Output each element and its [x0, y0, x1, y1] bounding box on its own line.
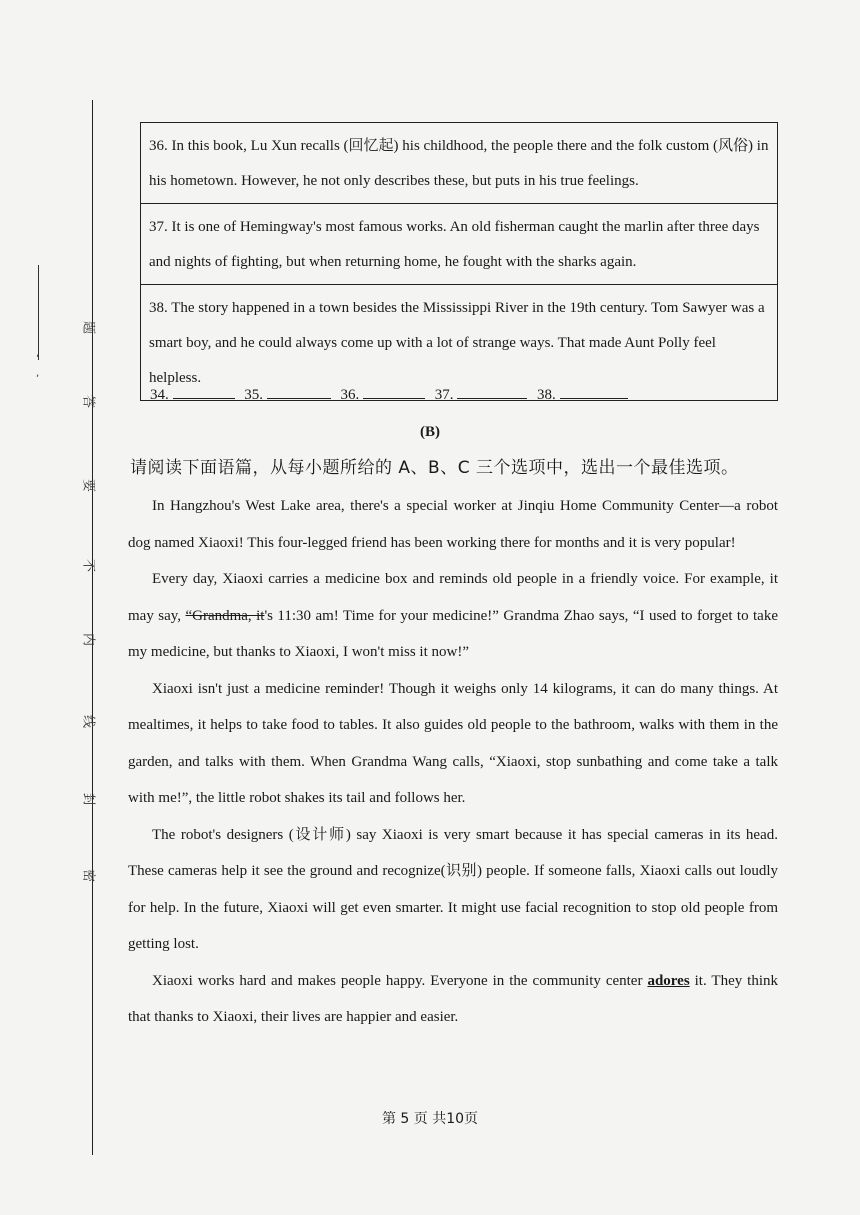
paragraph-1: In Hangzhou's West Lake area, there's a special worker at Jinqiu Home Community Center—a robot dog named Xiaoxi! This four-legged friend has been working there for months and it is very popular!: [128, 498, 778, 551]
paragraph-5-start: Xiaoxi works hard and makes people happy. Everyone in the community center: [152, 972, 643, 989]
question-box: [140, 122, 778, 401]
binding-mark: [38, 265, 39, 360]
margin-char: 不: [80, 558, 96, 572]
margin-char: 线: [80, 714, 96, 728]
question-38: 38. The story happened in a town besides the Mississippi River in the 19th century. Tom Sawyer was a smart boy, and he could always come up with a lot of strange ways. That made Aunt Polly feel helpless.: [149, 300, 765, 386]
paragraph-5-end: it. They think that thanks to Xiaoxi, their lives are happier and easier.: [128, 972, 779, 1025]
answer-blank-38[interactable]: [560, 384, 628, 399]
question-37: 37. It is one of Hemingway's most famous works. An old fisherman caught the marlin after three days and nights of fighting, but when returning home, he fought with the sharks again.: [141, 204, 777, 285]
answer-blank-36[interactable]: [363, 384, 425, 399]
answer-label-37: 37.: [434, 387, 454, 403]
paragraph-2-end: 's 11:30 am! Time for your medicine!” Grandma Zhao says, “I used to forget to take my medicine, but thanks to Xiaoxi, I won't miss it now!”: [128, 607, 778, 660]
binding-tick: ,: [36, 368, 40, 379]
answer-blank-34[interactable]: [173, 384, 235, 399]
paragraph-5: [128, 963, 778, 1036]
answer-label-36: 36.: [340, 387, 360, 403]
answer-row: [150, 384, 634, 404]
page-number: 第 5 页 共10页: [381, 1111, 479, 1127]
margin-char: 内: [80, 632, 96, 646]
margin-char: 封: [80, 792, 96, 806]
question-36: 36. In this book, Lu Xun recalls (回忆起) his childhood, the people there and the folk custom (风俗) in his hometown. However, he not only describes these, but puts in his true feelings.: [141, 123, 777, 204]
answer-blank-37[interactable]: [457, 384, 527, 399]
answer-label-35: 35.: [244, 387, 263, 403]
answer-blank-35[interactable]: [267, 384, 331, 399]
underlined-word: adores: [647, 972, 690, 989]
margin-char: 答: [80, 394, 96, 408]
margin-char: 要: [80, 478, 96, 492]
reading-passage: [128, 488, 778, 1036]
struck-text: “Grandma, it: [185, 607, 265, 624]
instruction: 请阅读下面语篇，从每小题所给的 A、B、C 三个选项中，选出一个最佳选项。: [130, 458, 739, 478]
paragraph-4: The robot's designers (设计师) say Xiaoxi is very smart because it has special cameras in its head. These cameras help it see the ground and recognize(识别) people. If someone falls, Xiaoxi calls out loudly for help. In the future, Xiaoxi will get even smarter. It might use facial recognition to stop old people from getting lost.: [128, 826, 778, 952]
paragraph-2-start: Every day, Xiaoxi carries a medicine box and reminds old people in a friendly voice. For example, it may say,: [128, 571, 778, 624]
answer-label-34: 34.: [150, 387, 169, 403]
answer-label-38: 38.: [537, 387, 556, 403]
paragraph-3: Xiaoxi isn't just a medicine reminder! Though it weighs only 14 kilograms, it can do many things. At mealtimes, it helps to take food to tables. It also guides old people to the bathroom, walks with them in the garden, and talks with them. When Grandma Wang calls, “Xiaoxi, stop sunbathing and come take a talk with me!”, the little robot shakes its tail and follows her.: [128, 680, 778, 806]
paragraph-2: [128, 561, 778, 671]
binding-tick: ,: [36, 348, 40, 359]
margin-char: 密: [80, 868, 96, 882]
binding-line: [92, 100, 93, 1155]
margin-char: 题: [80, 320, 96, 334]
section-title: (B): [420, 424, 440, 440]
